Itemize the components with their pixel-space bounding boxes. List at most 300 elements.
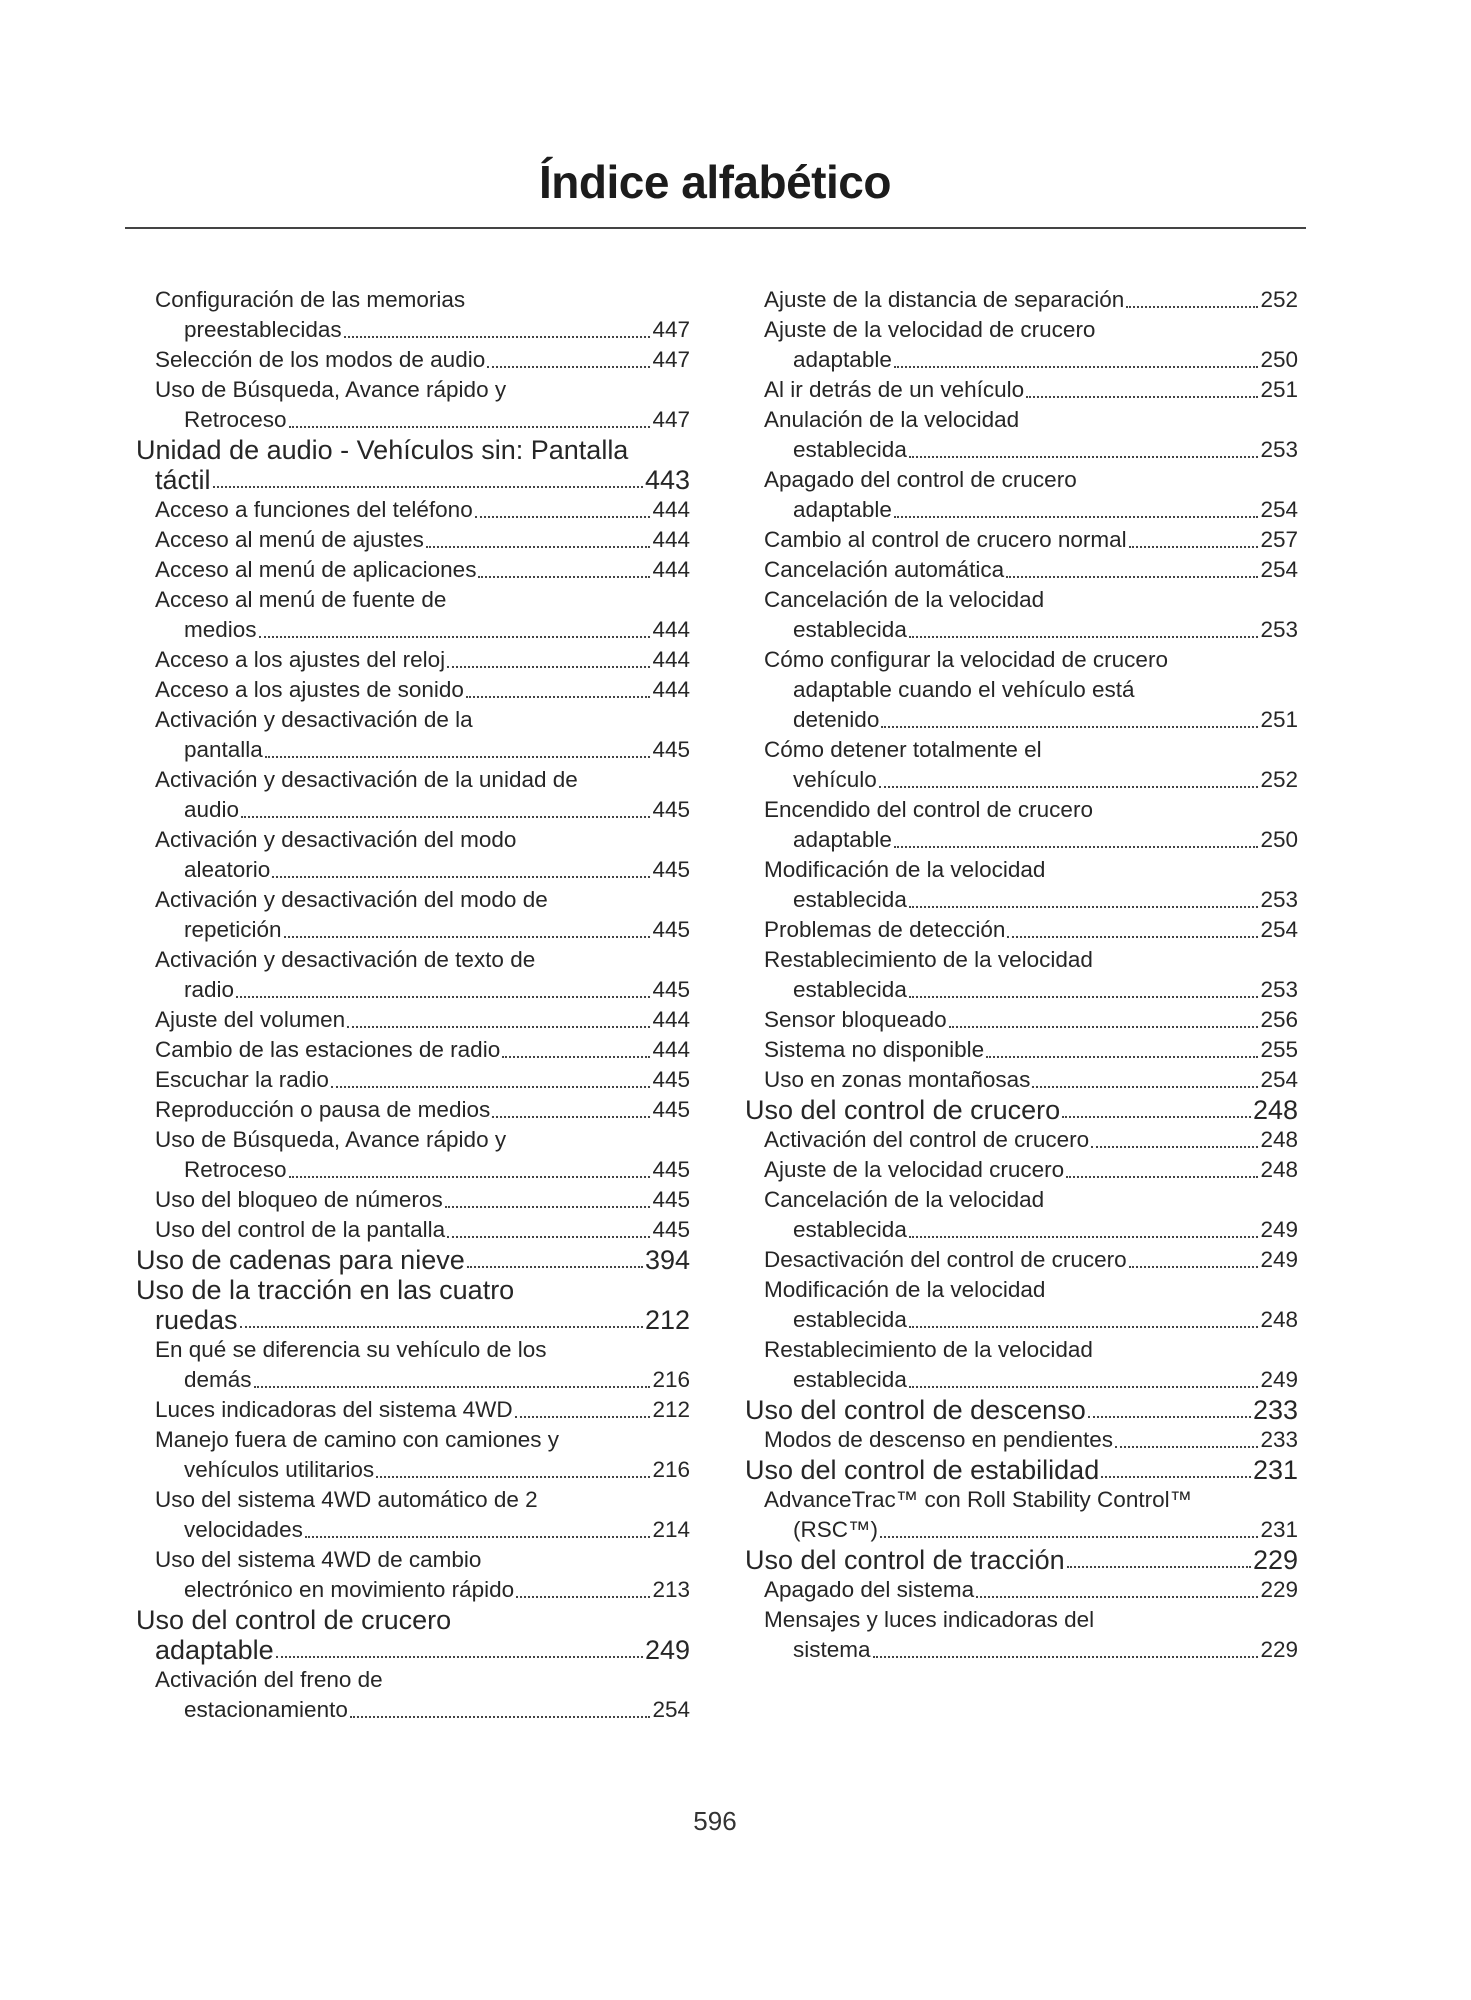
entry-page-number: 254 — [1260, 557, 1298, 582]
entry-page-number: 216 — [652, 1457, 690, 1482]
dot-leader — [909, 456, 1259, 458]
entry-page-number: 445 — [652, 1067, 690, 1092]
index-entry-sub — [136, 1005, 690, 1035]
index-entry-line — [136, 1155, 690, 1185]
index-entry-line — [745, 1155, 1298, 1185]
entry-page-number: 251 — [1260, 377, 1298, 402]
entry-page-number: 445 — [652, 1157, 690, 1182]
entry-text: Selección de los modos de audio — [155, 347, 486, 372]
entry-text: Uso del control de tracción — [745, 1545, 1065, 1575]
index-entry-sub — [136, 705, 690, 765]
entry-page-number: 213 — [652, 1577, 690, 1602]
index-entry-sub — [136, 1395, 690, 1425]
entry-text: Encendido del control de crucero — [764, 797, 1093, 822]
entry-text: Uso del control de crucero — [136, 1605, 452, 1635]
index-entry-line — [745, 645, 1298, 675]
entry-text: Uso en zonas montañosas — [764, 1067, 1031, 1092]
dot-leader — [894, 366, 1259, 368]
entry-page-number: 229 — [1260, 1637, 1298, 1662]
index-entry-line — [745, 1245, 1298, 1275]
entry-page-number: 214 — [652, 1517, 690, 1542]
entry-page-number: 253 — [1260, 977, 1298, 1002]
dot-leader — [289, 1176, 651, 1178]
entry-page-number: 255 — [1260, 1037, 1298, 1062]
index-entry-sub — [745, 855, 1298, 915]
index-entry-line — [136, 555, 690, 585]
entry-text: Uso del sistema 4WD automático de 2 — [155, 1487, 538, 1512]
index-entry-line — [136, 885, 690, 915]
dot-leader — [976, 1596, 1258, 1598]
entry-text: Al ir detrás de un vehículo — [764, 377, 1025, 402]
index-entry-sub — [136, 1485, 690, 1545]
dot-leader — [1066, 1176, 1258, 1178]
entry-text: velocidades — [184, 1517, 303, 1542]
entry-page-number: 445 — [652, 857, 690, 882]
index-entry-line — [136, 345, 690, 375]
entry-text: Uso del control de estabilidad — [745, 1455, 1100, 1485]
dot-leader — [475, 516, 651, 518]
entry-text: radio — [184, 977, 235, 1002]
dot-leader — [344, 336, 651, 338]
index-entry-line — [136, 1395, 690, 1425]
dot-leader — [879, 786, 1259, 788]
entry-text: establecida — [793, 1307, 907, 1332]
entry-text: Uso del control de descenso — [745, 1395, 1086, 1425]
title-divider — [125, 227, 1306, 229]
entry-text: estacionamiento — [184, 1697, 348, 1722]
entry-text: Unidad de audio - Vehículos sin: Pantalla — [136, 435, 629, 465]
entry-text: Cómo detener totalmente el — [764, 737, 1042, 762]
index-entry-line — [136, 1185, 690, 1215]
dot-leader — [265, 756, 651, 758]
entry-text: Ajuste de la distancia de separación — [764, 287, 1125, 312]
entry-text: Uso de cadenas para nieve — [136, 1245, 465, 1275]
entry-page-number: 212 — [652, 1397, 690, 1422]
dot-leader — [426, 546, 651, 548]
entry-page-number: 447 — [652, 317, 690, 342]
dot-leader — [894, 846, 1259, 848]
entry-text: Anulación de la velocidad — [764, 407, 1020, 432]
entry-text: ruedas — [155, 1305, 238, 1335]
entry-text: Cambio de las estaciones de radio — [155, 1037, 501, 1062]
dot-leader — [331, 1086, 651, 1088]
index-entry-line — [136, 1485, 690, 1515]
index-entry-line — [745, 825, 1298, 855]
dot-leader — [502, 1056, 650, 1058]
index-entry-line — [745, 405, 1298, 435]
dot-leader — [909, 1386, 1259, 1388]
index-entry-line — [136, 1305, 690, 1335]
index-entry-line — [745, 1305, 1298, 1335]
entry-text: Desactivación del control de crucero — [764, 1247, 1127, 1272]
index-entry-line — [136, 1515, 690, 1545]
index-entry-line — [745, 285, 1298, 315]
entry-text: Modificación de la velocidad — [764, 1277, 1046, 1302]
index-entry-line — [136, 1425, 690, 1455]
index-entry-line — [136, 705, 690, 735]
entry-page-number: 248 — [1260, 1307, 1298, 1332]
entry-text: Acceso al menú de ajustes — [155, 527, 424, 552]
entry-text: Modificación de la velocidad — [764, 857, 1046, 882]
index-entry-sub — [136, 825, 690, 885]
dot-leader — [1088, 1416, 1251, 1418]
dot-leader — [445, 1206, 651, 1208]
entry-page-number: 248 — [1252, 1095, 1298, 1125]
dot-leader — [986, 1056, 1258, 1058]
dot-leader — [881, 726, 1258, 728]
index-entry-sub — [745, 1185, 1298, 1245]
index-entry-line — [745, 915, 1298, 945]
entry-text: preestablecidas — [184, 317, 342, 342]
entry-text: adaptable — [793, 827, 892, 852]
index-entry-line — [745, 1275, 1298, 1305]
dot-leader — [305, 1536, 651, 1538]
entry-text: establecida — [793, 1217, 907, 1242]
entry-text: repetición — [184, 917, 282, 942]
entry-text: Acceso al menú de fuente de — [155, 587, 447, 612]
index-entry-line — [136, 1335, 690, 1365]
index-entry-line — [136, 1545, 690, 1575]
entry-text: Sensor bloqueado — [764, 1007, 947, 1032]
entry-text: Apagado del sistema — [764, 1577, 975, 1602]
entry-text: Cancelación automática — [764, 557, 1005, 582]
dot-leader — [1129, 1266, 1259, 1268]
index-entry-line — [136, 1215, 690, 1245]
dot-leader — [1032, 1086, 1258, 1088]
index-entry-sub — [745, 585, 1298, 645]
index-entry-line — [136, 315, 690, 345]
index-entry-sub — [745, 1005, 1298, 1035]
index-entry-line — [136, 765, 690, 795]
entry-text: Uso de Búsqueda, Avance rápido y — [155, 377, 507, 402]
entry-text: establecida — [793, 437, 907, 462]
entry-text: adaptable — [793, 347, 892, 372]
entry-text: Reproducción o pausa de medios — [155, 1097, 491, 1122]
index-entry-sub — [136, 1185, 690, 1215]
index-entry-line — [745, 1065, 1298, 1095]
index-entry-sub — [745, 525, 1298, 555]
entry-page-number: 233 — [1252, 1395, 1298, 1425]
index-entry-line — [136, 825, 690, 855]
entry-text: adaptable — [793, 497, 892, 522]
dot-leader — [909, 996, 1259, 998]
entry-page-number: 444 — [652, 617, 690, 642]
index-entry-line — [136, 915, 690, 945]
entry-page-number: 253 — [1260, 437, 1298, 462]
entry-text: Manejo fuera de camino con camiones y — [155, 1427, 559, 1452]
index-entry-sub — [745, 1245, 1298, 1275]
entry-text: Problemas de detección — [764, 917, 1006, 942]
entry-text: Acceso a los ajustes de sonido — [155, 677, 464, 702]
index-entry-line — [745, 945, 1298, 975]
index-entry-sub — [745, 465, 1298, 525]
index-entry-line — [745, 975, 1298, 1005]
index-entry-sub — [136, 555, 690, 585]
entry-text: Cancelación de la velocidad — [764, 587, 1045, 612]
index-entry-line — [136, 285, 690, 315]
index-entry-line — [136, 1455, 690, 1485]
dot-leader — [259, 636, 651, 638]
dot-leader — [350, 1716, 651, 1718]
entry-page-number: 445 — [652, 1217, 690, 1242]
entry-page-number: 444 — [652, 677, 690, 702]
index-entry-main — [745, 1545, 1298, 1575]
index-entry-line — [745, 555, 1298, 585]
dot-leader — [276, 1656, 643, 1658]
index-entry-line — [745, 1035, 1298, 1065]
index-entry-sub — [745, 1035, 1298, 1065]
dot-leader — [1091, 1146, 1258, 1148]
index-entry-main — [136, 1605, 690, 1665]
index-entry-line — [745, 705, 1298, 735]
entry-text: Activación del freno de — [155, 1667, 383, 1692]
dot-leader — [1126, 306, 1258, 308]
dot-leader — [466, 696, 651, 698]
index-entry-line — [136, 1095, 690, 1125]
entry-text: Restablecimiento de la velocidad — [764, 1337, 1093, 1362]
index-entry-line — [745, 1395, 1298, 1425]
index-entry-sub — [136, 1125, 690, 1185]
entry-text: Uso del bloqueo de números — [155, 1187, 443, 1212]
entry-page-number: 251 — [1260, 707, 1298, 732]
entry-page-number: 254 — [1260, 917, 1298, 942]
entry-page-number: 447 — [652, 347, 690, 372]
index-entry-line — [136, 1365, 690, 1395]
dot-leader — [909, 1326, 1259, 1328]
dot-leader — [516, 1596, 650, 1598]
entry-page-number: 253 — [1260, 887, 1298, 912]
index-entry-line — [745, 1365, 1298, 1395]
entry-text: pantalla — [184, 737, 263, 762]
index-entry-line — [745, 1185, 1298, 1215]
index-entry-line — [136, 1035, 690, 1065]
entry-text: Modos de descenso en pendientes — [764, 1427, 1114, 1452]
index-entry-line — [136, 495, 690, 525]
entry-text: Uso del control de crucero — [745, 1095, 1061, 1125]
index-entry-main — [136, 1245, 690, 1275]
index-entry-sub — [136, 1425, 690, 1485]
index-entry-line — [745, 315, 1298, 345]
entry-page-number: 394 — [644, 1245, 690, 1275]
entry-page-number: 233 — [1260, 1427, 1298, 1452]
index-entry-main — [136, 1275, 690, 1335]
index-entry-sub — [745, 795, 1298, 855]
index-entry-line — [745, 525, 1298, 555]
entry-page-number: 249 — [1260, 1247, 1298, 1272]
index-entry-sub — [745, 945, 1298, 1005]
entry-page-number: 444 — [652, 557, 690, 582]
dot-leader — [1026, 396, 1258, 398]
entry-text: establecida — [793, 1367, 907, 1392]
index-entry-sub — [136, 1335, 690, 1395]
index-entry-sub — [136, 1095, 690, 1125]
dot-leader — [347, 1026, 650, 1028]
index-entry-sub — [136, 585, 690, 645]
index-entry-sub — [136, 675, 690, 705]
index-entry-line — [136, 1635, 690, 1665]
index-entry-line — [745, 435, 1298, 465]
dot-leader — [909, 636, 1259, 638]
index-entry-sub — [745, 555, 1298, 585]
index-entry-line — [745, 675, 1298, 705]
entry-text: vehículo — [793, 767, 877, 792]
index-entry-sub — [745, 1155, 1298, 1185]
entry-text: Acceso al menú de aplicaciones — [155, 557, 477, 582]
index-entry-line — [136, 975, 690, 1005]
page-number: 596 — [693, 1806, 737, 1836]
entry-page-number: 250 — [1260, 827, 1298, 852]
index-entry-sub — [136, 1215, 690, 1245]
entry-text: En qué se diferencia su vehículo de los — [155, 1337, 547, 1362]
entry-page-number: 445 — [652, 1097, 690, 1122]
entry-page-number: 445 — [652, 917, 690, 942]
index-entry-line — [136, 615, 690, 645]
entry-text: demás — [184, 1367, 252, 1392]
index-entry-line — [745, 1515, 1298, 1545]
index-entry-sub — [136, 1035, 690, 1065]
dot-leader — [1006, 576, 1258, 578]
index-entry-sub — [745, 1125, 1298, 1155]
dot-leader — [447, 666, 650, 668]
entry-page-number: 445 — [652, 977, 690, 1002]
index-entry-sub — [745, 405, 1298, 465]
index-entry-sub — [136, 945, 690, 1005]
entry-text: Retroceso — [184, 407, 287, 432]
index-entry-sub — [745, 1275, 1298, 1335]
entry-text: Ajuste del volumen — [155, 1007, 346, 1032]
index-entry-line — [136, 735, 690, 765]
dot-leader — [376, 1476, 650, 1478]
entry-text: establecida — [793, 617, 907, 642]
index-entry-sub — [745, 915, 1298, 945]
entry-page-number: 443 — [644, 465, 690, 495]
entry-text: Uso de Búsqueda, Avance rápido y — [155, 1127, 507, 1152]
dot-leader — [236, 996, 650, 998]
index-entry-line — [136, 1275, 690, 1305]
index-entry-line — [745, 1215, 1298, 1245]
index-entry-main — [745, 1395, 1298, 1425]
dot-leader — [515, 1416, 651, 1418]
index-entry-line — [136, 525, 690, 555]
dot-leader — [289, 426, 651, 428]
index-entry-line — [136, 1245, 690, 1275]
index-entry-main — [745, 1455, 1298, 1485]
index-entry-sub — [745, 1335, 1298, 1395]
page-title: Índice alfabético — [539, 156, 891, 208]
index-entry-sub — [136, 645, 690, 675]
index-entry-line — [745, 1455, 1298, 1485]
entry-text: Uso del control de la pantalla — [155, 1217, 446, 1242]
entry-page-number: 250 — [1260, 347, 1298, 372]
entry-page-number: 231 — [1260, 1517, 1298, 1542]
index-entry-line — [745, 1545, 1298, 1575]
dot-leader — [880, 1536, 1258, 1538]
index-entry-line — [745, 1005, 1298, 1035]
dot-leader — [873, 1656, 1259, 1658]
entry-text: aleatorio — [184, 857, 271, 882]
index-entry-line — [136, 405, 690, 435]
dot-leader — [492, 1116, 650, 1118]
entry-text: Acceso a los ajustes del reloj — [155, 647, 446, 672]
index-entry-sub — [745, 645, 1298, 735]
index-entry-line — [136, 795, 690, 825]
index-entry-sub — [745, 1065, 1298, 1095]
index-entry-line — [136, 855, 690, 885]
index-entry-line — [745, 765, 1298, 795]
dot-leader — [272, 876, 650, 878]
index-entry-sub — [136, 345, 690, 375]
dot-leader — [284, 936, 651, 938]
dot-leader — [1007, 936, 1258, 938]
entry-text: Ajuste de la velocidad crucero — [764, 1157, 1065, 1182]
index-entry-sub — [745, 1485, 1298, 1545]
index-entry-line — [136, 675, 690, 705]
entry-page-number: 444 — [652, 497, 690, 522]
index-entry-line — [745, 795, 1298, 825]
entry-page-number: 444 — [652, 647, 690, 672]
index-entry-sub — [745, 1425, 1298, 1455]
entry-text: Escuchar la radio — [155, 1067, 329, 1092]
entry-text: Cómo configurar la velocidad de crucero — [764, 647, 1168, 672]
entry-text: adaptable cuando el vehículo está — [793, 677, 1135, 702]
dot-leader — [894, 516, 1259, 518]
dot-leader — [1115, 1446, 1258, 1448]
entry-page-number: 253 — [1260, 617, 1298, 642]
entry-text: táctil — [155, 465, 211, 495]
entry-text: audio — [184, 797, 240, 822]
index-entry-sub — [745, 285, 1298, 315]
dot-leader — [1101, 1476, 1251, 1478]
dot-leader — [447, 1236, 650, 1238]
index-entry-sub — [136, 1665, 690, 1725]
entry-text: establecida — [793, 887, 907, 912]
index-entry-line — [136, 1665, 690, 1695]
dot-leader — [1062, 1116, 1251, 1118]
entry-text: Cancelación de la velocidad — [764, 1187, 1045, 1212]
index-column-right — [745, 285, 1298, 1665]
index-entry-sub — [136, 495, 690, 525]
entry-text: Ajuste de la velocidad de crucero — [764, 317, 1096, 342]
entry-page-number: 447 — [652, 407, 690, 432]
index-entry-sub — [136, 765, 690, 825]
index-entry-line — [136, 465, 690, 495]
index-column-left — [136, 285, 690, 1725]
entry-text: Retroceso — [184, 1157, 287, 1182]
index-entry-line — [136, 1065, 690, 1095]
dot-leader — [909, 906, 1259, 908]
entry-text: Activación y desactivación de texto de — [155, 947, 536, 972]
index-entry-sub — [136, 1065, 690, 1095]
entry-text: Luces indicadoras del sistema 4WD — [155, 1397, 513, 1422]
index-entry-line — [745, 375, 1298, 405]
entry-text: Acceso a funciones del teléfono — [155, 497, 473, 522]
index-entry-line — [136, 945, 690, 975]
index-entry-sub — [136, 885, 690, 945]
entry-text: Sistema no disponible — [764, 1037, 985, 1062]
index-entry-line — [745, 1605, 1298, 1635]
index-entry-line — [136, 1125, 690, 1155]
index-entry-sub — [745, 315, 1298, 375]
entry-page-number: 248 — [1260, 1127, 1298, 1152]
entry-text: sistema — [793, 1637, 871, 1662]
index-entry-line — [745, 495, 1298, 525]
entry-text: adaptable — [155, 1635, 274, 1665]
index-entry-sub — [136, 285, 690, 345]
index-entry-line — [745, 735, 1298, 765]
entry-page-number: 229 — [1260, 1577, 1298, 1602]
entry-text: detenido — [793, 707, 880, 732]
entry-text: Activación y desactivación de la unidad de — [155, 767, 578, 792]
